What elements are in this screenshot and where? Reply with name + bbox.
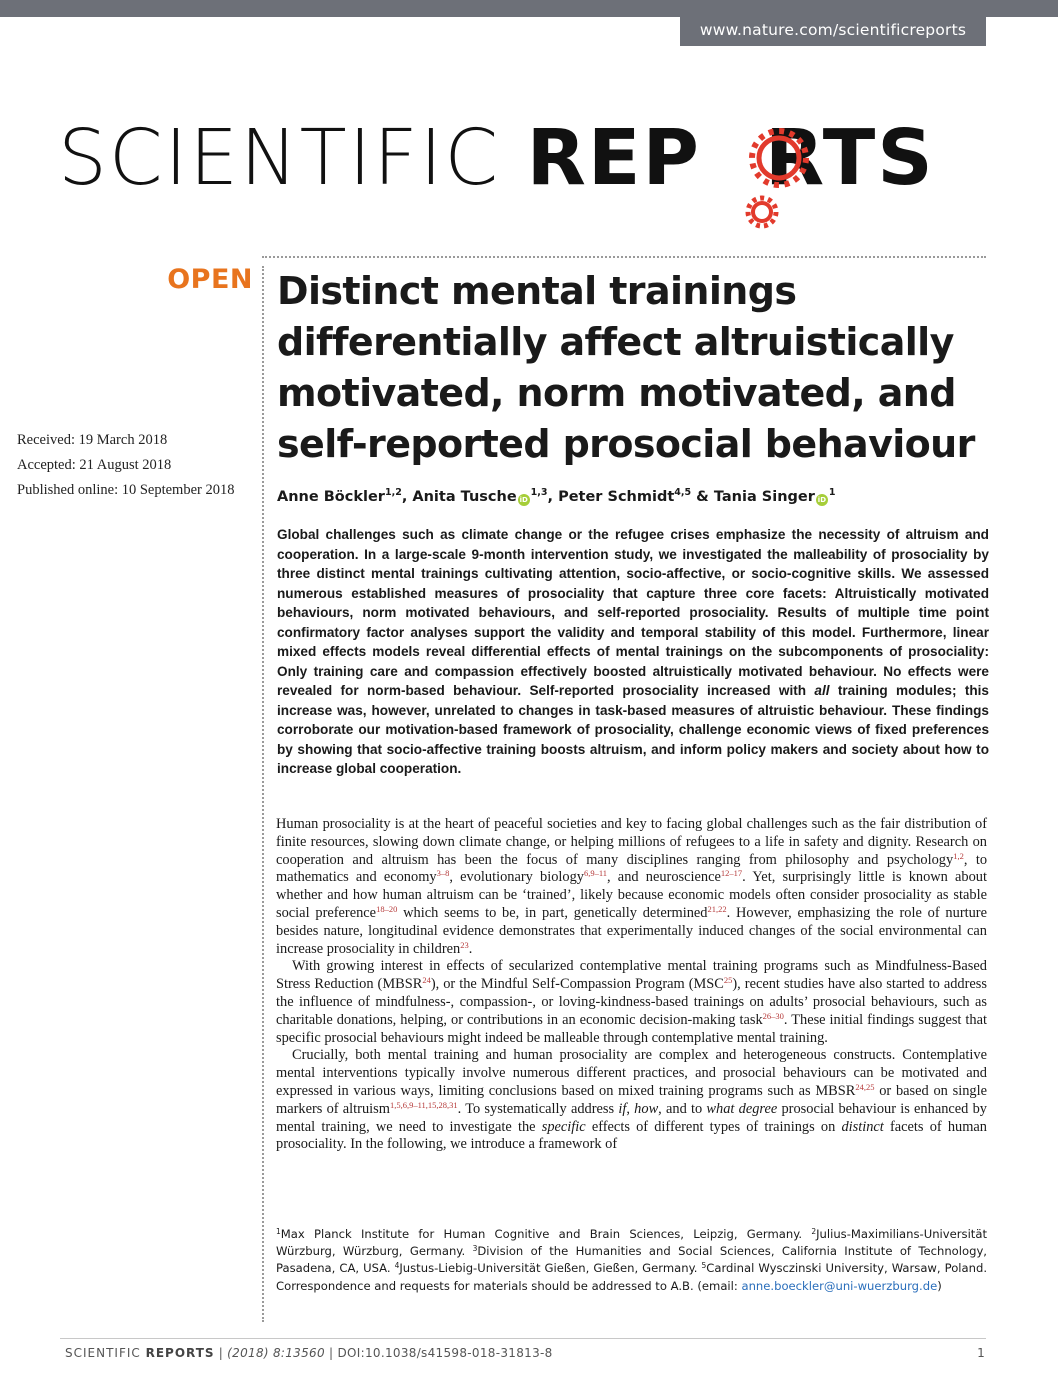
citation-superscript: 1,5,6,9–11,15,28,31	[389, 1099, 458, 1110]
text-run: Julius-Maximilians-Universität Würzburg, Würzburg, Germany.	[276, 1227, 987, 1259]
footer-separator: |	[214, 1346, 228, 1360]
footer-journal	[65, 1346, 215, 1360]
author-list	[277, 487, 997, 506]
citation-superscript: 2	[811, 1227, 817, 1236]
text-run: ), or the Mindful Self-Compassion Program (MSC	[430, 976, 724, 993]
email-link[interactable]: anne.boeckler@uni-wuerzburg.de	[741, 1278, 938, 1293]
author-affiliation-superscript: 4,5	[674, 487, 692, 498]
body-paragraph	[276, 816, 987, 958]
text-run: Division of the Humanities and Social Sciences, California Institute of Technology, Pasadena, CA, USA.	[276, 1244, 987, 1276]
body-paragraph	[276, 958, 987, 1047]
text-run: Human prosociality is at the heart of peaceful societies and key to facing global challenges such as the fair distribution of finite resources, slowing down climate change, or helping millions of refugees to a life in safety and dignity. Research on cooperation and altruism has been the focus of many disciplines ranging from philosophy and psychology	[276, 816, 987, 868]
page-number: 1	[977, 1346, 985, 1360]
text-run: )	[937, 1278, 942, 1293]
italic-text: all	[814, 683, 830, 698]
italic-text: how	[634, 1100, 659, 1117]
affiliations	[276, 1226, 987, 1295]
citation-superscript: 26–30	[762, 1010, 784, 1021]
author-separator: ,	[547, 489, 559, 505]
citation-superscript: 24,25	[855, 1081, 875, 1092]
footer-divider	[60, 1338, 986, 1339]
text-run: . To systematically address	[457, 1100, 619, 1117]
article-body	[276, 816, 987, 1154]
footer-journal-bold: REPORTS	[145, 1346, 215, 1360]
masthead-light: SCIENTIFIC	[58, 114, 527, 203]
citation-superscript: 3–8	[436, 868, 450, 879]
citation-superscript: 24	[422, 975, 431, 986]
author-separator: ,	[401, 489, 413, 505]
author-name: Anita Tusche	[412, 489, 517, 505]
received-date: Received: 19 March 2018	[17, 432, 168, 448]
footer-journal-light: SCIENTIFIC	[65, 1346, 146, 1360]
text-run: or based on single markers of altruism	[276, 1082, 987, 1117]
accepted-date: Accepted: 21 August 2018	[17, 457, 172, 473]
text-run: , to mathematics and economy	[276, 851, 988, 886]
text-run: .	[468, 940, 473, 957]
article-title: Distinct mental trainings differentially affect altruistically motivated, norm motivated, and self-reported prosocial behaviour	[277, 269, 975, 466]
text-run: which seems to be, in part, genetically determined	[397, 904, 708, 921]
author-affiliation-superscript: 1	[828, 487, 836, 498]
orcid-icon[interactable]: iD	[817, 496, 827, 504]
citation-superscript: 6,9–11	[583, 868, 608, 879]
italic-text: what degree	[706, 1100, 778, 1117]
abstract	[277, 525, 989, 779]
text-run: With growing interest in effects of secularized contemplative mental training programs such as Mindfulness-Based Stress Reduction (MBSR	[276, 958, 987, 993]
masthead-bold-2: RTS	[764, 114, 935, 203]
text-run: prosocial behaviour is enhanced by mental training, we need to investigate the	[276, 1100, 987, 1135]
citation-superscript: 1	[276, 1227, 281, 1236]
text-run: , and to	[658, 1100, 707, 1117]
text-run: , and neuroscience	[607, 869, 721, 886]
top-bar	[0, 0, 1058, 17]
text-run: Global challenges such as climate change or the refugee crises emphasize the necessity of altruism and cooperation. In a large-scale 9-month intervention study, we investigated the malleability of prosociality by three distinct mental trainings cultivating attention, socio-affective, or socio-cognitive skills. We assessed numerous established measures of prosociality that capture three core facets: Altruistically motivated behaviours, norm motivated behaviours, and self-reported prosociality. Results of multiple time point confirmatory factor analyses support the validity and temporal stability of this model. Furthermore, linear mixed effects models reveal differential effects of mental trainings on the subcomponents of prosociality: Only training care and compassion effectively boosted altruistically motivated behaviour. No effects were revealed for norm-based behaviour. Self-reported prosociality increased with	[277, 527, 989, 698]
side-divider	[262, 266, 264, 1322]
author-name: Anne Böckler	[277, 489, 385, 505]
author-affiliation-superscript: 1,3	[530, 487, 548, 498]
journal-url-link[interactable]: www.nature.com/scientificreports	[680, 17, 986, 46]
footer-citation: (2018) 8:13560	[227, 1346, 325, 1360]
citation-superscript: 25	[723, 975, 733, 986]
author-separator: &	[691, 489, 714, 505]
author-name: Peter Schmidt	[558, 489, 675, 505]
text-run: . Yet, surprisingly little is known about whether and how human altruism can be ‘trained’, likely because economic models often consider prosociality as stable social preference	[276, 869, 988, 921]
orcid-icon[interactable]: iD	[519, 496, 528, 504]
citation-superscript: 5	[701, 1261, 707, 1271]
italic-text: specific	[541, 1118, 586, 1135]
citation-superscript: 4	[394, 1261, 400, 1271]
text-run: training modules; this increase was, however, unrelated to changes in task-based measures of altruistic behaviour. These findings corroborate our motivation-based framework of prosociality, challenge economic views of fixed preferences by showing that socio-affective training boosts altruism, and inform policy makers and society about how to increase global cooperation.	[277, 683, 989, 776]
author-affiliation-superscript: 1,2	[384, 487, 402, 498]
text-run: Crucially, both mental training and human prosociality are complex and heterogeneous constructs. Contemplative mental interventions typically involve numerous different practices, and prosocial behaviours can be motivated and expressed in various ways, limiting conclusions based on mixed training programs such as MBSR	[276, 1047, 987, 1099]
author-name: Tania Singer	[713, 489, 815, 505]
text-run: Max Planck Institute for Human Cognitive and Brain Sciences, Leipzig, Germany.	[280, 1227, 812, 1241]
citation-superscript: 1,2	[953, 850, 964, 861]
page-footer	[65, 1346, 985, 1360]
text-run: ), recent studies have also started to address the influence of mindfulness-, compassion-, or loving-kindness-based trainings on adults’ prosocial behaviours, such as charitable donations, helping, or contributions in an economic decision-making task	[276, 976, 987, 1028]
published-date: Published online: 10 September 2018	[17, 482, 235, 498]
text-run: Justus-Liebig-Universität Gießen, Gießen, Germany.	[399, 1261, 702, 1276]
citation-superscript: 3	[472, 1244, 478, 1254]
text-run: facets of human prosociality. In the following, we introduce a framework of	[276, 1118, 988, 1153]
gear-logo-icon	[741, 128, 817, 238]
citation-superscript: 12–17	[720, 868, 743, 879]
italic-text: if	[618, 1100, 627, 1117]
citation-superscript: 18–20	[376, 903, 398, 914]
text-run: , evolutionary biology	[449, 869, 584, 886]
text-run: ,	[626, 1100, 635, 1117]
article-dates	[17, 428, 257, 503]
footer-doi: | DOI:10.1038/s41598-018-31813-8	[324, 1346, 553, 1360]
masthead-bold-1: REP	[526, 114, 701, 203]
text-run: . However, emphasizing the role of nurture besides nature, longitudinal evidence demonstrates that experimentally induced changes of the social environmental can increase prosociality in children	[276, 904, 987, 957]
italic-text: distinct	[841, 1118, 884, 1135]
body-paragraph	[276, 1047, 987, 1154]
journal-masthead[interactable]	[58, 104, 1018, 214]
top-divider	[262, 256, 986, 258]
open-access-label: OPEN	[167, 264, 253, 295]
text-run: effects of different types of trainings on	[585, 1118, 842, 1135]
text-run: Cardinal Wysczinski University, Warsaw, Poland. Correspondence and requests for materials should be addressed to A.B. (email:	[276, 1261, 988, 1293]
citation-superscript: 23	[460, 939, 469, 950]
citation-superscript: 21,22	[707, 903, 727, 914]
text-run: . These initial findings suggest that specific prosocial behaviours might indeed be malleable through contemplative mental training.	[276, 1011, 987, 1046]
